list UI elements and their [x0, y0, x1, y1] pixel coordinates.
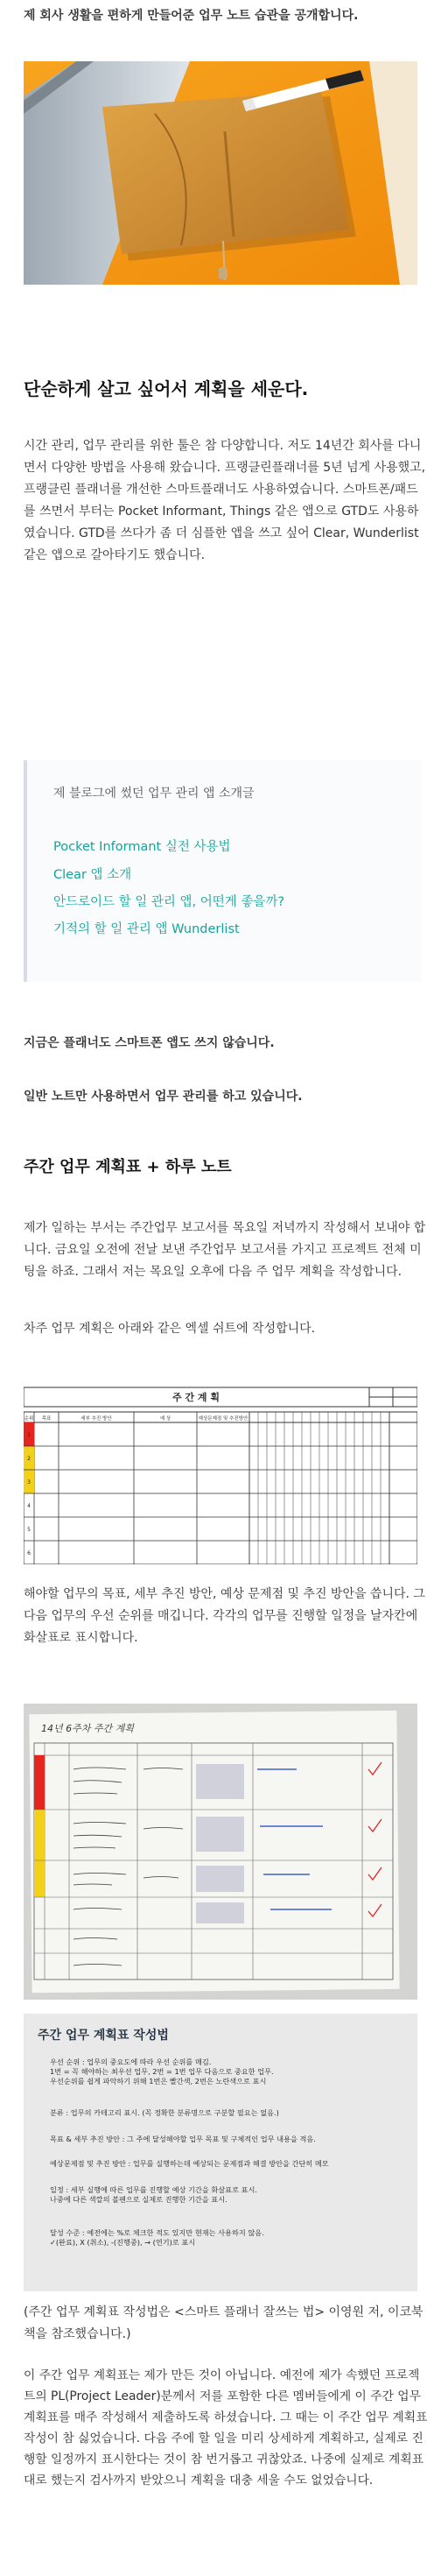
quote-title: 제 블로그에 썼던 업무 관리 앱 소개글	[53, 787, 255, 801]
header-detail: 세부 추진 방안	[80, 1416, 112, 1422]
handwritten-title: 14년 6주차 주간 계획	[41, 1723, 134, 1734]
spreadsheet-title: 주 간 계 획	[172, 1392, 220, 1403]
handwritten-plan-photo	[24, 1704, 417, 2000]
weekly-plan-spreadsheet	[24, 1386, 417, 1564]
section1-paragraph: 시간 관리, 업무 관리를 위한 툴은 참 다양합니다. 저도 14년간 회사를 다니면서 다양한 방법을 사용해 왔습니다. 프랭클린플래너를 5년 넘게 사용했고, 프랭클린 플래너를 개선한 스마트플래너도 사용하였습니다. 스마트폰/패드를 쓰면서 부터는 Pocket Informant, Things 같은 앱으로 GTD도 사용하였습니다. GTD를 쓰다가 좀 더 심플한 앱을 쓰고 싶어 Clear, Wunderlist 같은 앱으로 갈아타기도 했습니다.	[24, 439, 426, 562]
link-wunderlist[interactable]: 기적의 할 일 관리 앱 Wunderlist	[53, 922, 240, 936]
guide-issues: 예상문제점 및 추진 방안 : 업무를 실행하는데 예상되는 문제점과 해결 방안을 간단히 메모	[50, 2159, 329, 2168]
guide-priority: 우선 순위 : 업무의 중요도에 따라 우선 순위를 매김. 1번 = 꼭 해야하는 최우선 업무, 2번 = 1번 업무 다음으로 중요한 업무. 우선순위를 쉽게 파악하기 위해 1번은 빨간색, 2번은 노란색으로 표시	[50, 2057, 274, 2086]
link-clear-app[interactable]: Clear 앱 소개	[53, 868, 132, 882]
rank-1: 1	[27, 1432, 31, 1438]
weekly-plan-guide	[24, 2014, 417, 2291]
rank-5: 5	[27, 1527, 31, 1533]
notebook-photo	[24, 61, 417, 285]
rank-4: 4	[27, 1503, 31, 1509]
link-android-todo[interactable]: 안드로이드 할 일 관리 앱, 어떤게 좋을까?	[53, 895, 285, 909]
guide-caption: (주간 업무 계획표 작성법은 <스마트 플래너 잘쓰는 법> 이영원 저, 이코북 책을 참조했습니다.)	[24, 2305, 424, 2341]
section2-paragraph3: 해야할 업무의 목표, 세부 추진 방안, 예상 문제점 및 추진 방안을 씁니다. 그 다음 업무의 우선 순위를 매깁니다. 각각의 업무를 진행할 일정을 날자칸에 화살표로 표시합니다.	[24, 1587, 425, 1645]
link-pocket-informant[interactable]: Pocket Informant 실전 사용법	[53, 840, 231, 854]
section2-paragraph1: 제가 일하는 부서는 주간업무 보고서를 목요일 저녁까지 작성해서 보내야 합니다. 금요일 오전에 전날 보낸 주간업무 보고서를 가지고 프로젝트 전체 미팅을 하죠. 그래서 저는 목요일 오후에 다음 주 업무 계획을 작성합니다.	[24, 1221, 426, 1279]
intro-text: 제 회사 생활을 편하게 만들어준 업무 노트 습관을 공개합니다.	[24, 9, 359, 23]
guide-goal: 목표 & 세부 추진 방안 : 그 주에 달성해야할 업무 목표 및 구체적인 업무 내용을 적음.	[50, 2135, 316, 2143]
statement-notebook-only: 일반 노트만 사용하면서 업무 관리를 하고 있습니다.	[24, 1090, 303, 1104]
guide-category: 분류 : 업무의 카테고리 표시. (꼭 정확한 분류명으로 구분할 필요는 없음.)	[50, 2108, 279, 2117]
header-issues: 예상문제점 및 추진방안	[198, 1416, 248, 1422]
guide-achievement: 달성 수준 : 예전에는 %로 체크한 적도 있지만 현재는 사용하지 않음. ✓(완료), X (취소), -(진행중), → (연기)로 표시	[50, 2228, 264, 2247]
guide-title: 주간 업무 계획표 작성법	[38, 2029, 169, 2043]
section3-paragraph: 이 주간 업무 계획표는 제가 만든 것이 아닙니다. 예전에 제가 속했던 프로젝트의 PL(Project Leader)분께서 저를 포함한 다른 멤버들에게 이 주간 업무 계획표를 매주 작성해서 제출하도록 하셨습니다. 그 때는 이 주간 업무 계획표 작성이 참 싫었습니다. 다음 주에 할 일을 미리 상세하게 계획하고, 실제로 진행할 일정까지 표시한다는 것이 참 번거롭고 귀찮았죠. 나중에 실제로 계획표대로 했는지 검사까지 받았으니 계획을 대충 세울 수도 없었습니다.	[24, 2368, 428, 2488]
rank-2: 2	[27, 1456, 31, 1462]
related-posts-quote	[24, 760, 421, 982]
guide-schedule: 일정 : 세부 실행에 따른 업무를 진행할 예상 기간을 화살표로 표시. 나중에 다른 색깔의 볼펜으로 실제로 진행한 기간을 표시.	[50, 2185, 258, 2204]
section2-heading: 주간 업무 계획표 + 하루 노트	[24, 1158, 232, 1176]
section2-paragraph2: 차주 업무 계획은 아래와 같은 엑셀 쉬트에 작성합니다.	[24, 1322, 316, 1336]
header-goal: 목표	[41, 1416, 52, 1422]
statement-no-planner: 지금은 플래너도 스마트폰 앱도 쓰지 않습니다.	[24, 1036, 275, 1050]
section1-heading: 단순하게 살고 싶어서 계획을 세운다.	[24, 378, 309, 399]
header-expected: 예 상	[159, 1416, 172, 1422]
rank-6: 6	[27, 1550, 31, 1556]
header-rank: 순위	[24, 1416, 34, 1422]
rank-3: 3	[27, 1479, 31, 1486]
